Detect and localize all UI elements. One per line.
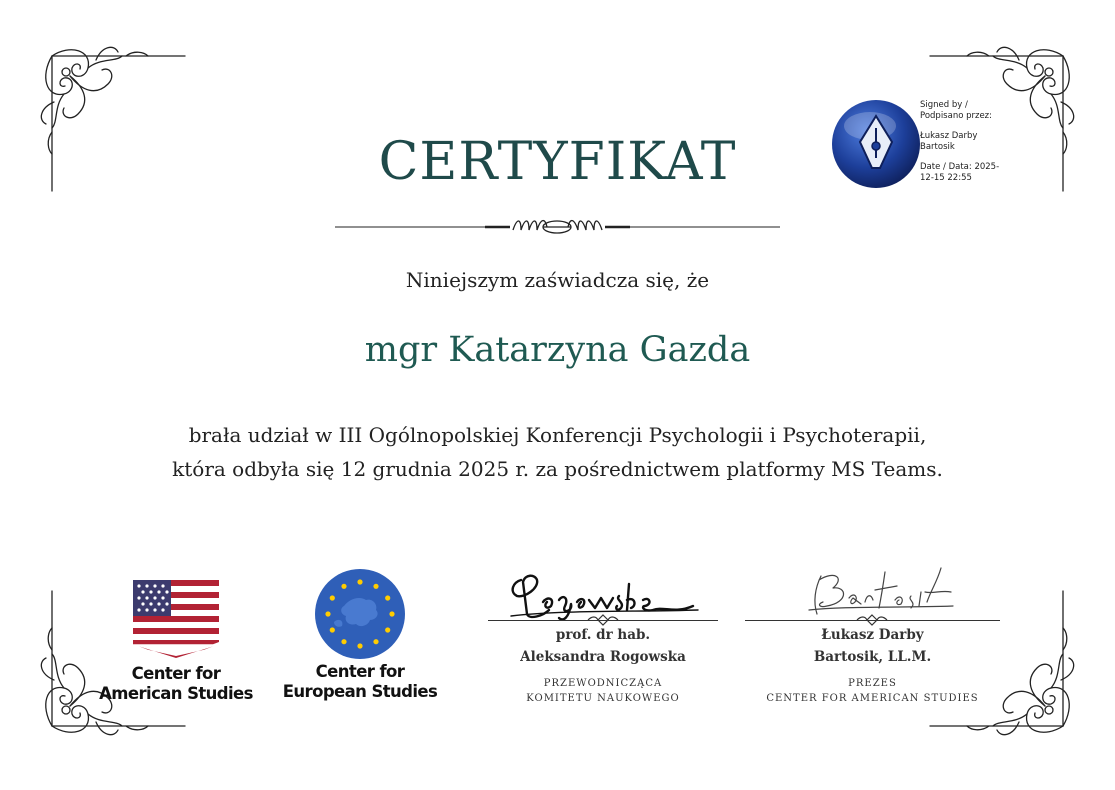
eu-stars-globe-icon (314, 568, 406, 660)
signer-2-name (745, 624, 1000, 668)
diamond-ornament-icon (587, 614, 619, 626)
certificate-title: CERTYFIKAT (378, 132, 737, 192)
recipient-name: mgr Katarzyna Gazda (364, 330, 751, 370)
handwritten-signature-bartosik (805, 562, 955, 618)
signer-2-role-line1: PREZES (848, 678, 897, 689)
signer-1-name-line2: Aleksandra Rogowska (520, 649, 686, 665)
signer-2-role (745, 676, 1000, 706)
stamp-name-line1: Łukasz Darby (920, 131, 978, 141)
us-flag-shield-icon (131, 578, 221, 660)
signer-2-name-line1: Łukasz Darby (821, 627, 924, 643)
stamp-signed-by: Signed by / (920, 100, 968, 110)
stamp-date-line1: Date / Data: 2025- (920, 162, 1000, 172)
european-logo-line2: European Studies (282, 682, 438, 701)
logo-american-studies (98, 578, 254, 704)
stamp-name-line2: Bartosik (920, 141, 955, 152)
diamond-ornament-icon (856, 614, 888, 626)
signer-1-role-line2: KOMITETU NAUKOWEGO (526, 693, 680, 704)
ornamental-divider-icon (335, 214, 780, 240)
signer-1-name (488, 624, 718, 668)
signer-1-name-line1: prof. dr hab. (555, 627, 651, 643)
european-logo-line1: Center for (315, 662, 405, 681)
logo-european-studies (282, 568, 438, 702)
signer-1-role (488, 676, 718, 706)
intro-text: Niniejszym zaświadcza się, że (405, 268, 710, 292)
body-line-1: brała udział w III Ogólnopolskiej Konferencji Psychologii i Psychoterapii, (188, 423, 927, 447)
stamp-signed-by-pl: Podpisano przez: (920, 110, 993, 121)
signer-2-name-line2: Bartosik, LL.M. (813, 649, 932, 665)
stamp-date-line2: 12-15 22:55 (920, 172, 972, 183)
signer-1-role-line1: PRZEWODNICZĄCA (543, 678, 663, 689)
body-line-2: która odbyła się 12 grudnia 2025 r. za pośrednictwem platformy MS Teams. (172, 457, 943, 481)
certificate-body (0, 418, 1115, 486)
american-logo-line2: American Studies (99, 684, 253, 703)
signer-2-role-line2: CENTER FOR AMERICAN STUDIES (766, 693, 979, 704)
american-logo-line1: Center for (131, 664, 221, 683)
